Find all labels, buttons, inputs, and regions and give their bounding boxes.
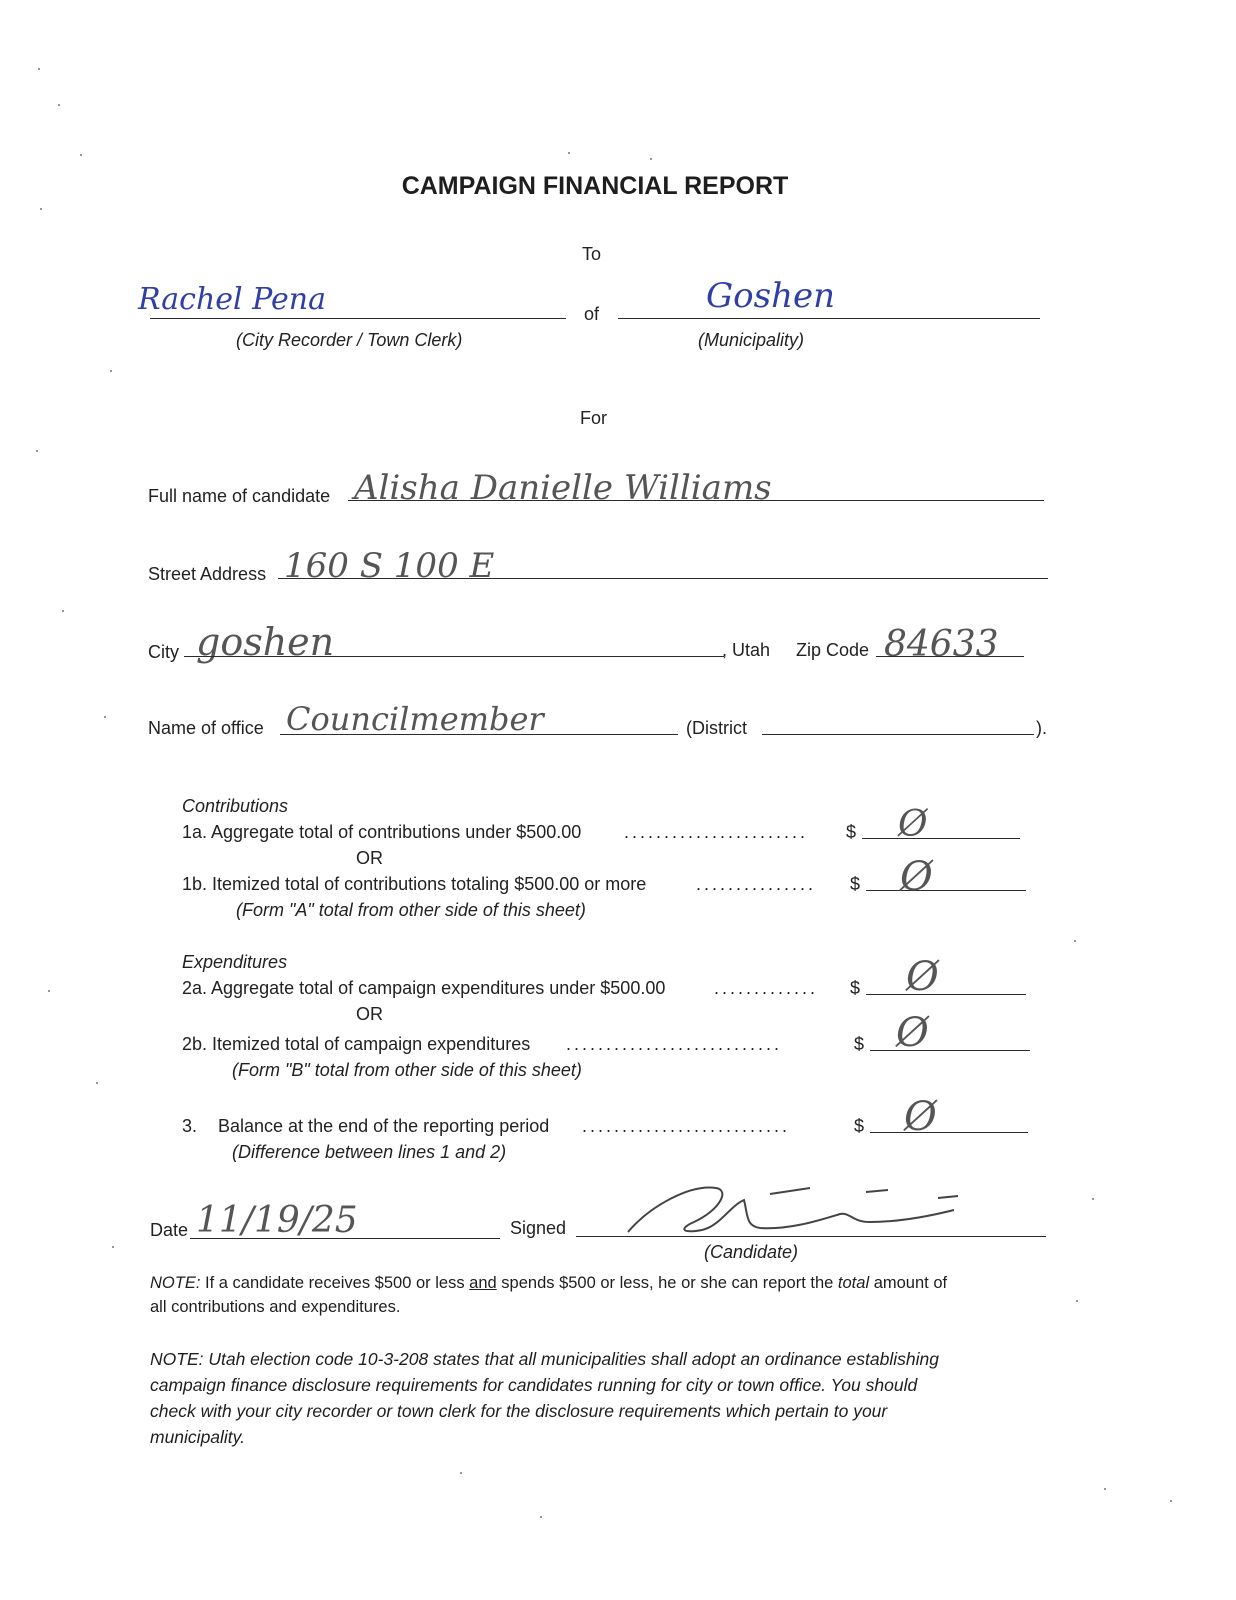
line-1b-label: 1b. Itemized total of contributions totaling $500.00 or more: [182, 874, 647, 894]
for-label: For: [580, 408, 607, 428]
note-2-line-2: campaign finance disclosure requirements for candidates running for city or town office. You should: [150, 1375, 918, 1395]
note-1-part-a: If a candidate receives $500 or less: [200, 1274, 470, 1292]
line-2b-dollar: $: [854, 1034, 865, 1054]
note-2-line-1: NOTE: Utah election code 10-3-208 states that all municipalities shall adopt an ordinance establishing: [150, 1349, 939, 1369]
scan-speck: [568, 152, 570, 154]
office-value: Councilmember: [286, 700, 544, 738]
date-label: Date: [150, 1220, 189, 1240]
street-address-label: Street Address: [148, 564, 267, 584]
to-label: To: [582, 244, 602, 264]
date-line: [190, 1238, 500, 1239]
district-line: [762, 734, 1034, 735]
zip-label: Zip Code: [796, 640, 870, 660]
line-2b-underline: [870, 1050, 1030, 1051]
scan-speck: [62, 610, 64, 612]
line-2a-dollar: $: [850, 978, 861, 998]
candidate-name-line: [348, 500, 1044, 501]
line-3-leader: ..........................: [582, 1116, 791, 1136]
scan-speck: [112, 1246, 114, 1248]
note-1-prefix: NOTE:: [150, 1274, 201, 1292]
note-1-part-c: amount of: [869, 1274, 948, 1292]
scan-speck: [36, 450, 38, 452]
street-address-value: 160 S 100 E: [284, 546, 495, 586]
note-1-line-2: all contributions and expenditures.: [150, 1298, 401, 1316]
scan-speck: [110, 370, 112, 372]
district-close: ).: [1036, 718, 1047, 738]
line-1a-value: Ø: [898, 804, 928, 845]
scan-speck: [1076, 1300, 1078, 1302]
city-value: goshen: [196, 620, 335, 664]
district-label: (District: [686, 718, 747, 738]
scan-speck: [104, 716, 106, 718]
line-2b-label: 2b. Itemized total of campaign expenditures: [182, 1034, 531, 1054]
city-label: City: [148, 642, 179, 662]
candidate-name-label: Full name of candidate: [148, 486, 331, 506]
signature-caption: (Candidate): [704, 1242, 799, 1262]
contributions-heading: Contributions: [182, 796, 289, 816]
zip-line: [876, 656, 1024, 657]
scan-speck: [650, 158, 652, 160]
line-1b-dollar: $: [850, 874, 861, 894]
line-2a-leader: .............: [714, 978, 819, 998]
line-2a-underline: [866, 994, 1026, 995]
scan-speck: [460, 1472, 462, 1474]
line-1b-value: Ø: [900, 854, 933, 900]
note-2-line-3: check with your city recorder or town clerk for the disclosure requirements which pertain to your: [150, 1401, 888, 1421]
line-3-underline: [870, 1132, 1028, 1133]
date-value: 11/19/25: [196, 1200, 358, 1241]
scan-speck: [40, 208, 42, 210]
municipality-caption: (Municipality): [698, 330, 805, 350]
line-1b-leader: ...............: [696, 874, 817, 894]
scan-speck: [540, 1516, 542, 1518]
note-1-total: total: [837, 1274, 870, 1292]
line-3-label: Balance at the end of the reporting period: [218, 1116, 550, 1136]
line-3-note: (Difference between lines 1 and 2): [232, 1142, 507, 1162]
scan-speck: [80, 154, 82, 156]
line-3-dollar: $: [854, 1116, 865, 1136]
or-2-label: OR: [356, 1004, 383, 1024]
line-3-number: 3.: [182, 1116, 198, 1136]
line-2b-leader: ...........................: [566, 1034, 783, 1054]
recorder-caption: (City Recorder / Town Clerk): [236, 330, 463, 350]
municipality-line: [618, 318, 1040, 319]
line-2a-label: 2a. Aggregate total of campaign expenditures under $500.00: [182, 978, 666, 998]
line-1a-underline: [862, 838, 1020, 839]
line-1a-dollar: $: [846, 822, 857, 842]
scan-speck: [1170, 1500, 1172, 1502]
candidate-signature: [620, 1176, 960, 1242]
scan-speck: [38, 68, 40, 70]
line-3-value: Ø: [904, 1094, 937, 1140]
candidate-name-value: Alisha Danielle Williams: [354, 468, 772, 508]
line-2b-value: Ø: [896, 1010, 929, 1056]
note-1: [150, 1272, 947, 1295]
of-label: of: [584, 304, 600, 324]
recorder-signature: Rachel Pena: [138, 282, 326, 317]
line-2b-note: (Form "B" total from other side of this sheet): [232, 1060, 582, 1080]
scan-speck: [96, 1082, 98, 1084]
or-1-label: OR: [356, 848, 383, 868]
scan-speck: [58, 104, 60, 106]
note-2-line-4: municipality.: [150, 1427, 245, 1447]
scan-speck: [1074, 940, 1076, 942]
page-title: CAMPAIGN FINANCIAL REPORT: [401, 172, 789, 200]
note-1-part-b: spends $500 or less, he or she can report the: [496, 1274, 838, 1292]
state-label: , Utah: [722, 640, 771, 660]
office-line: [280, 734, 678, 735]
zip-value: 84633: [884, 624, 999, 665]
expenditures-heading: Expenditures: [182, 952, 288, 972]
city-line: [184, 656, 724, 657]
scan-speck: [48, 990, 50, 992]
note-1-and: and: [469, 1274, 497, 1292]
line-2a-value: Ø: [906, 954, 939, 1000]
line-1b-note: (Form "A" total from other side of this sheet): [236, 900, 586, 920]
line-1b-underline: [866, 890, 1026, 891]
scan-speck: [1104, 1488, 1106, 1490]
municipality-value: Goshen: [706, 276, 835, 316]
recorder-line: [150, 318, 566, 319]
line-1a-leader: .......................: [624, 822, 809, 842]
office-label: Name of office: [148, 718, 264, 738]
street-address-line: [278, 578, 1048, 579]
line-1a-label: 1a. Aggregate total of contributions under $500.00: [182, 822, 582, 842]
scan-speck: [1092, 1198, 1094, 1200]
signed-label: Signed: [510, 1218, 567, 1238]
